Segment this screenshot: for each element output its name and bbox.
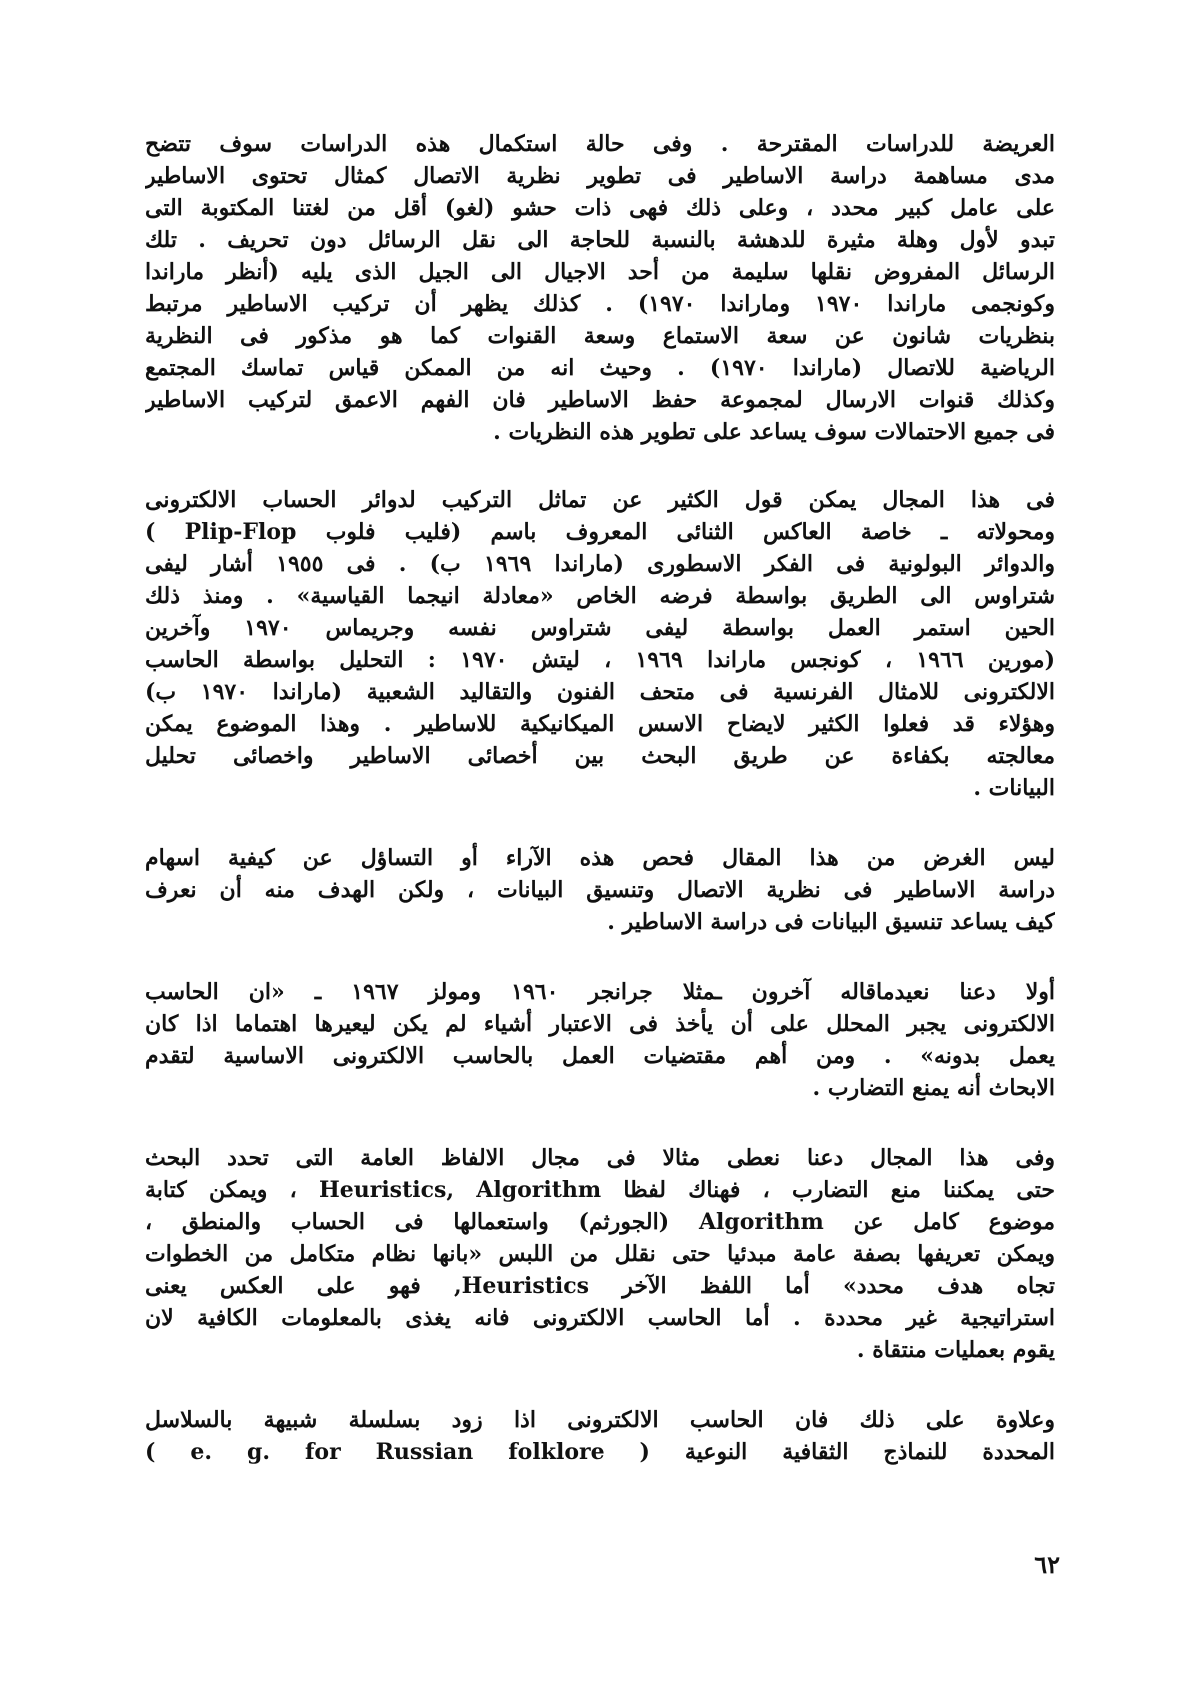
text-line: الابحاث أنه يمنع التضارب . xyxy=(812,1075,1055,1101)
text-line: (مورين ١٩٦٦ ، كونجس ماراندا ١٩٦٩ ، ليتش ١٩٧٠ : التحليل بواسطة الحاسب xyxy=(145,647,1055,673)
paragraph-6 xyxy=(145,1404,1055,1468)
text-line: الالكترونى للامثال الفرنسية فى متحف الفنون والتقاليد الشعبية (ماراندا ١٩٧٠ ب) xyxy=(145,679,1055,705)
paragraph-1 xyxy=(145,128,1055,448)
text-line: يعمل بدونه» . ومن أهم مقتضيات العمل بالحاسب الالكترونى الاساسية لتقدم xyxy=(145,1043,1055,1069)
text-line: الحين استمر العمل بواسطة ليفى شتراوس نفسه وجريماس ١٩٧٠ وآخرين xyxy=(145,615,1055,641)
text-line: معالجته بكفاءة عن طريق البحث بين أخصائى الاساطير واخصائى تحليل xyxy=(145,743,1055,769)
paragraph-2 xyxy=(145,484,1055,804)
text-line: وهؤلاء قد فعلوا الكثير لايضاح الاسس الميكانيكية للاساطير . وهذا الموضوع يمكن xyxy=(145,711,1055,737)
text-line: يقوم بعمليات منتقاة . xyxy=(856,1337,1055,1363)
text-line: والدوائر البولونية فى الفكر الاسطورى (ماراندا ١٩٦٩ ب) . فى ١٩٥٥ أشار ليفى xyxy=(145,551,1055,577)
text-line: تبدو لأول وهلة مثيرة للدهشة بالنسبة للحاجة الى نقل الرسائل دون تحريف . تلك xyxy=(145,227,1055,253)
text-line: ليس الغرض من هذا المقال فحص هذه الآراء أو التساؤل عن كيفية اسهام xyxy=(145,845,1055,871)
text-line: العريضة للدراسات المقترحة . وفى حالة استكمال هذه الدراسات سوف تتضح xyxy=(145,131,1055,157)
text-line: وكذلك قنوات الارسال لمجموعة حفظ الاساطير فان الفهم الاعمق لتركيب الاساطير xyxy=(145,387,1055,413)
page-number: ٦٢ xyxy=(1034,1550,1060,1579)
text-line: حتى يمكننا منع التضارب ، فهناك لفظا Heuristics, Algorithm ، ويمكن كتابة xyxy=(145,1177,1055,1203)
text-line: شتراوس الى الطريق بواسطة فرضه الخاص «معادلة انيجما القياسية» . ومنذ ذلك xyxy=(145,583,1055,609)
text-line: أولا دعنا نعيدماقاله آخرون ـمثلا جرانجر ١٩٦٠ ومولز ١٩٦٧ ـ «ان الحاسب xyxy=(145,979,1055,1005)
text-line: فى هذا المجال يمكن قول الكثير عن تماثل التركيب لدوائر الحساب الالكترونى xyxy=(145,487,1055,513)
latin-fragment: ( Plip-Flop xyxy=(145,519,297,545)
text-line: وفى هذا المجال دعنا نعطى مثالا فى مجال الالفاظ العامة التى تحدد البحث xyxy=(145,1145,1055,1171)
paragraph-5 xyxy=(145,1142,1055,1366)
text-line: على عامل كبير محدد ، وعلى ذلك فهى ذات حشو (لغو) أقل من لغتنا المكتوبة التى xyxy=(145,195,1055,221)
text-line: استراتيجية غير محددة . أما الحاسب الالكترونى فانه يغذى بالمعلومات الكافية لان xyxy=(145,1305,1055,1331)
arabic-fragment: المحددة للنماذج الثقافية النوعية xyxy=(684,1439,1055,1465)
text-line: ويمكن تعريفها بصفة عامة مبدئيا حتى نقلل من اللبس «بانها نظام متكامل من الخطوات xyxy=(145,1241,1055,1267)
paragraph-4 xyxy=(145,976,1055,1104)
paragraph-3 xyxy=(145,842,1055,938)
text-line: الرياضية للاتصال (ماراندا ١٩٧٠) . وحيث انه من الممكن قياس تماسك المجتمع xyxy=(145,355,1055,381)
text-line: مدى مساهمة دراسة الاساطير فى تطوير نظرية الاتصال كمثال تحتوى الاساطير xyxy=(145,163,1055,189)
text-line: فى جميع الاحتمالات سوف يساعد على تطوير هذه النظريات . xyxy=(493,419,1055,445)
document-page xyxy=(145,128,1055,1598)
text-line: بنظريات شانون عن سعة الاستماع وسعة القنوات كما هو مذكور فى النظرية xyxy=(145,323,1055,349)
text-line: وكونجمى ماراندا ١٩٧٠ وماراندا ١٩٧٠) . كذلك يظهر أن تركيب الاساطير مرتبط xyxy=(145,291,1055,317)
text-line: موضوع كامل عن Algorithm (الجورثم) واستعمالها فى الحساب والمنطق ، xyxy=(145,1209,1055,1235)
text-line: تجاه هدف محدد» أما اللفظ الآخر Heuristics, فهو على العكس يعنى xyxy=(145,1273,1055,1299)
text-line: كيف يساعد تنسيق البيانات فى دراسة الاساطير . xyxy=(607,909,1055,935)
text-line: الرسائل المفروض نقلها سليمة من أحد الاجيال الى الجيل الذى يليه (أنظر ماراندا xyxy=(145,259,1055,285)
latin-fragment: ( e. g. for Russian folklore ) xyxy=(145,1439,650,1465)
text-line: وعلاوة على ذلك فان الحاسب الالكترونى اذا زود بسلسلة شبيهة بالسلاسل xyxy=(145,1407,1055,1433)
text-line: الالكترونى يجبر المحلل على أن يأخذ فى الاعتبار أشياء لم يكن ليعيرها اهتماما اذا كان xyxy=(145,1011,1055,1037)
text-line: البيانات . xyxy=(973,775,1055,801)
arabic-fragment: ومحولاته ـ خاصة العاكس الثنائى المعروف باسم (فليب فلوب xyxy=(325,519,1055,545)
text-line-with-latin xyxy=(145,516,1055,548)
text-line: دراسة الاساطير فى نظرية الاتصال وتنسيق البيانات ، ولكن الهدف منه أن نعرف xyxy=(145,877,1055,903)
text-line-with-latin xyxy=(145,1436,1055,1468)
